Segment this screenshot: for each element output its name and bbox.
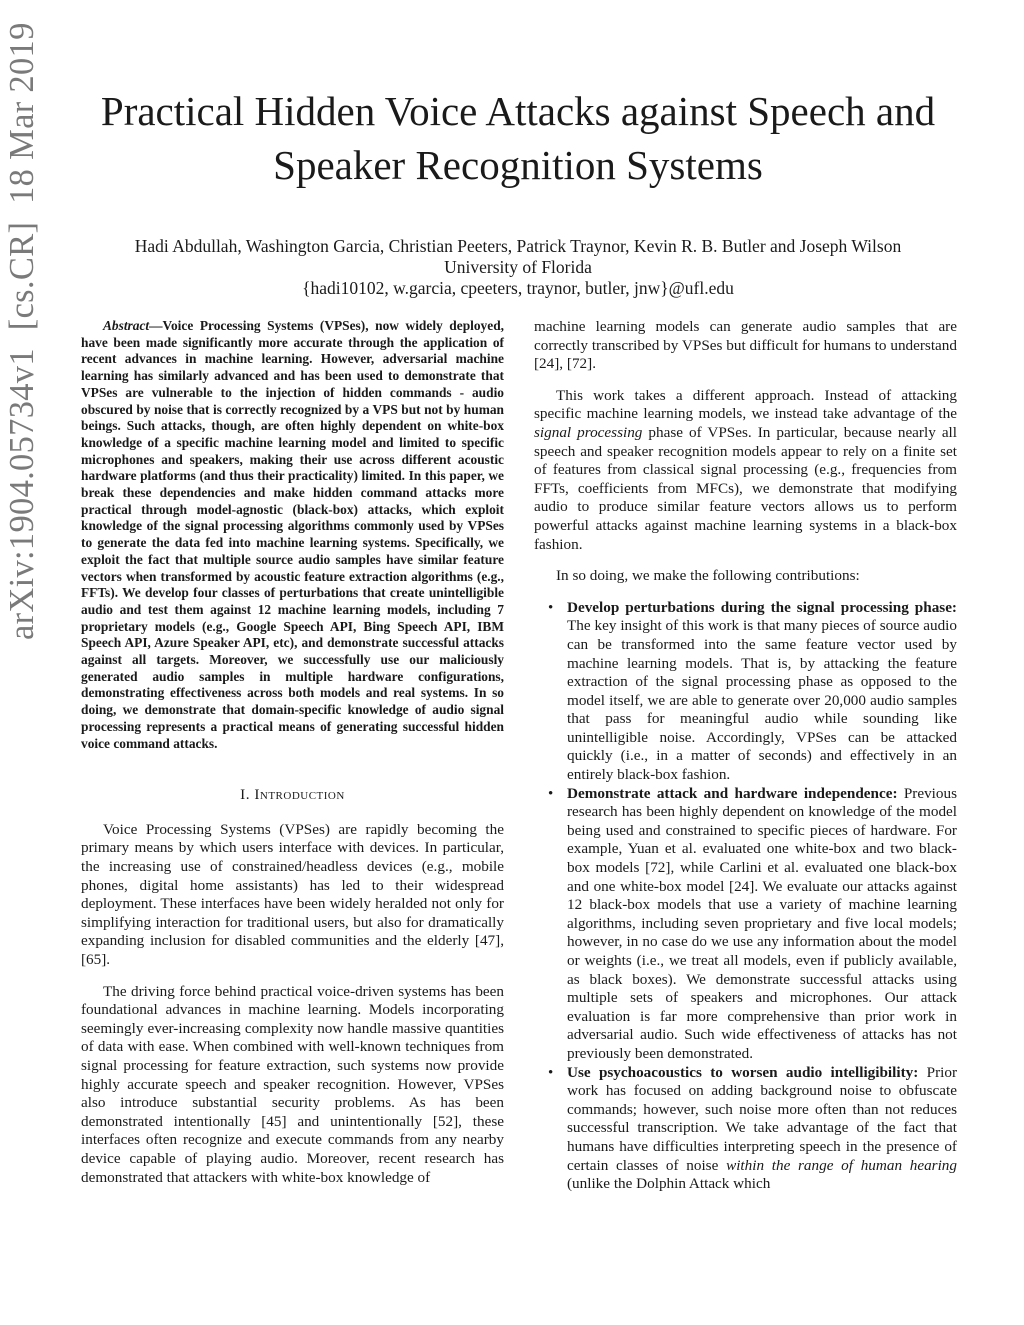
arxiv-sidebar-stamp [0, 0, 52, 640]
section-number: I. [240, 786, 251, 804]
contribution-text-b: (unlike the Dolphin Attack which [567, 1175, 771, 1193]
arxiv-category: [cs.CR] [3, 221, 41, 331]
contribution-item [534, 599, 957, 785]
contribution-italic: within the range of human hearing [726, 1156, 957, 1174]
intro-paragraph-3 [534, 387, 957, 554]
abstract: Abstract—Voice Processing Systems (VPSes), now widely deployed, have been made significantly more accurate through the application of recent advances in machine learning. However, adversarial machine learning has similarly advanced and has been used to demonstrate that VPSes are vulnerable to the injection of hidden commands - audio obscured by noise that is correctly recognized by a VPS but not by human beings. Such attacks, though, are often highly dependent on white-box knowledge of a specific machine learning model and limited to specific microphones and speakers, making their use across different acoustic hardware platforms (and thus their practicality) limited. In this paper, we break these dependencies and make hidden command attacks more practical through model-agnostic (black-box) attacks, which exploit knowledge of the signal processing algorithms commonly used by VPSes to generate the data fed into machine learning systems. Specifically, we exploit the fact that multiple source audio samples have similar feature vectors when transformed by acoustic feature extraction algorithms (e.g., FFTs). We develop four classes of perturbations that create unintelligible audio and test them against 12 machine learning models, including 7 proprietary models (e.g., Google Speech API, Bing Speech API, IBM Speech API, Azure Speaker API, etc), and demonstrate successful attacks against all targets. Moreover, we successfully use our maliciously generated audio samples in multiple hardware configurations, demonstrating effectiveness across both models and real systems. In so doing, we demonstrate that domain-specific knowledge of audio signal processing represents a practical means of generating successful hidden voice command attacks. [81, 318, 504, 751]
contribution-item [534, 785, 957, 1064]
bullet-icon: • [548, 599, 554, 616]
affiliation: University of Florida [444, 257, 592, 277]
contributions-list [534, 599, 957, 1194]
intro-paragraph-4: In so doing, we make the following contributions: [556, 567, 860, 585]
p3-italic: signal processing [534, 423, 643, 441]
contribution-heading: Develop perturbations during the signal processing phase: [567, 598, 957, 616]
arxiv-id: arXiv:1904.05734v1 [3, 348, 41, 640]
contribution-text-a: Prior work has focused on adding background noise to obfuscate commands; however, such noise more often than not reduces successful transcription. We take advantage of the fact that humans have difficulties interpreting speech in the presence of certain classes of noise [567, 1063, 957, 1174]
title-line-2: Speaker Recognition Systems [273, 142, 763, 188]
intro-paragraph-continued: machine learning models can generate audio samples that are correctly transcribed by VPSes but difficult for humans to understand [24], [72]. [534, 318, 957, 373]
p3-text-a: This work takes a different approach. Instead of attacking specific machine learning models, we instead take advantage of the [534, 386, 957, 423]
intro-paragraph-1: Voice Processing Systems (VPSes) are rapidly becoming the primary means by which users interface with devices. In particular, the increasing use of constrained/headless devices (e.g., mobile phones, digital home assistants) has led to their widespread deployment. These interfaces have been widely heralded not only for simplifying interaction for traditional users, but also for dramatically expanding inclusion for disabled communities and the elderly [47], [65]. [81, 820, 504, 969]
arxiv-date: 18 Mar 2019 [3, 22, 41, 204]
author-names: Hadi Abdullah, Washington Garcia, Christian Peeters, Patrick Traynor, Kevin R. B. Butler and Joseph Wilson [134, 236, 902, 256]
intro-paragraph-2: The driving force behind practical voice-driven systems has been foundational advances in machine learning. Models incorporating seemingly ever-increasing complexity now handle massive quantities of data with ease. When combined with well-known techniques from signal processing for feature extraction, such systems now provide highly accurate speech and speaker recognition. However, VPSes also introduce substantial security problems. As has been demonstrated intentionally [45] and unintentionally [52], these interfaces often recognize and execute commands from any nearby device capable of playing audio. Moreover, recent research has demonstrated that attackers with white-box knowledge of [81, 982, 504, 1186]
contribution-heading: Use psychoacoustics to worsen audio intelligibility: [567, 1063, 919, 1081]
section-heading-introduction [81, 786, 504, 805]
contribution-text: The key insight of this work is that many pieces of source audio can be transformed into the same feature vector used by machine learning models. That is, by attacking the feature extraction of the signal processing phase as opposed to the model itself, we are able to generate over 20,000 audio samples that pass for meaningful audio while sounding like unintelligible noise. Accordingly, VPSes can be attacked quickly (i.e., in a matter of seconds) and effectively in an entirely black-box fashion. [567, 617, 957, 784]
author-emails: {hadi10102, w.garcia, cpeeters, traynor, butler, jnw}@ufl.edu [302, 278, 734, 298]
left-column [81, 318, 504, 1200]
bullet-icon: • [548, 785, 554, 802]
author-block [60, 236, 976, 299]
section-title: Introduction [254, 786, 345, 804]
title-line-1: Practical Hidden Voice Attacks against Speech and [100, 88, 936, 134]
right-column [534, 318, 957, 1194]
abstract-lead: Abstract [103, 318, 150, 333]
abstract-text: Voice Processing Systems (VPSes), now widely deployed, have been made significantly more accurate through the application of recent advances in machine learning. However, adversarial machine learning has similarly advanced and has been used to demonstrate that VPSes are vulnerable to the injection of hidden commands - audio obscured by noise that is correctly recognized by a VPS but not by human beings. Such attacks, though, are often highly dependent on white-box knowledge of a specific machine learning model and limited to specific microphones and speakers, making their use across different acoustic hardware platforms (and thus their practicality) limited. In this paper, we break these dependencies and make hidden command attacks more practical through model-agnostic (black-box) attacks, which exploit knowledge of the signal processing algorithms commonly used by VPSes to generate the data fed into machine learning systems. Specifically, we exploit the fact that multiple source audio samples have similar feature vectors when transformed by acoustic feature extraction algorithms (e.g., FFTs). We develop four classes of perturbations that create unintelligible audio and test them against 12 machine learning models, including 7 proprietary models (e.g., Google Speech API, Bing Speech API, IBM Speech API, Azure Speaker API, etc), and demonstrate successful attacks against all targets. Moreover, we successfully use our maliciously generated audio samples in multiple hardware configurations, demonstrating effectiveness across both models and real systems. In so doing, we demonstrate that domain-specific knowledge of audio signal processing represents a practical means of generating successful hidden voice command attacks. [81, 318, 504, 751]
p3-text-b: phase of VPSes. In particular, because nearly all speech and speaker recognition models appear to rely on a finite set of features from classical signal processing (e.g., frequencies from FFTs, coefficients from MFCs), we demonstrate that modifying audio to produce similar feature vectors allows us to perform powerful attacks against machine learning systems in a black-box fashion. [534, 423, 957, 553]
paper-title [60, 84, 976, 192]
contribution-item [534, 1064, 957, 1194]
bullet-icon: • [548, 1064, 554, 1081]
contribution-heading: Demonstrate attack and hardware independence: [567, 784, 898, 802]
contribution-text: Previous research has been highly dependent on knowledge of the model being used and constrained to specific pieces of hardware. For example, Yuan et al. evaluated one white-box and two black-box models [72], while Carlini et al. evaluated one black-box and one white-box model [24]. We evaluate our attacks against 12 black-box models that use a variety of machine learning algorithms, including seven proprietary and five local models; however, in no case do we use any information about the model or weights (i.e., we treat all models, even if publicly available, as black boxes). We demonstrate successful attacks using multiple sets of speakers and microphones. Our attack evaluation is far more comprehensive than prior work in adversarial audio. Such wide effectiveness of attacks has not previously been demonstrated. [567, 784, 957, 1062]
